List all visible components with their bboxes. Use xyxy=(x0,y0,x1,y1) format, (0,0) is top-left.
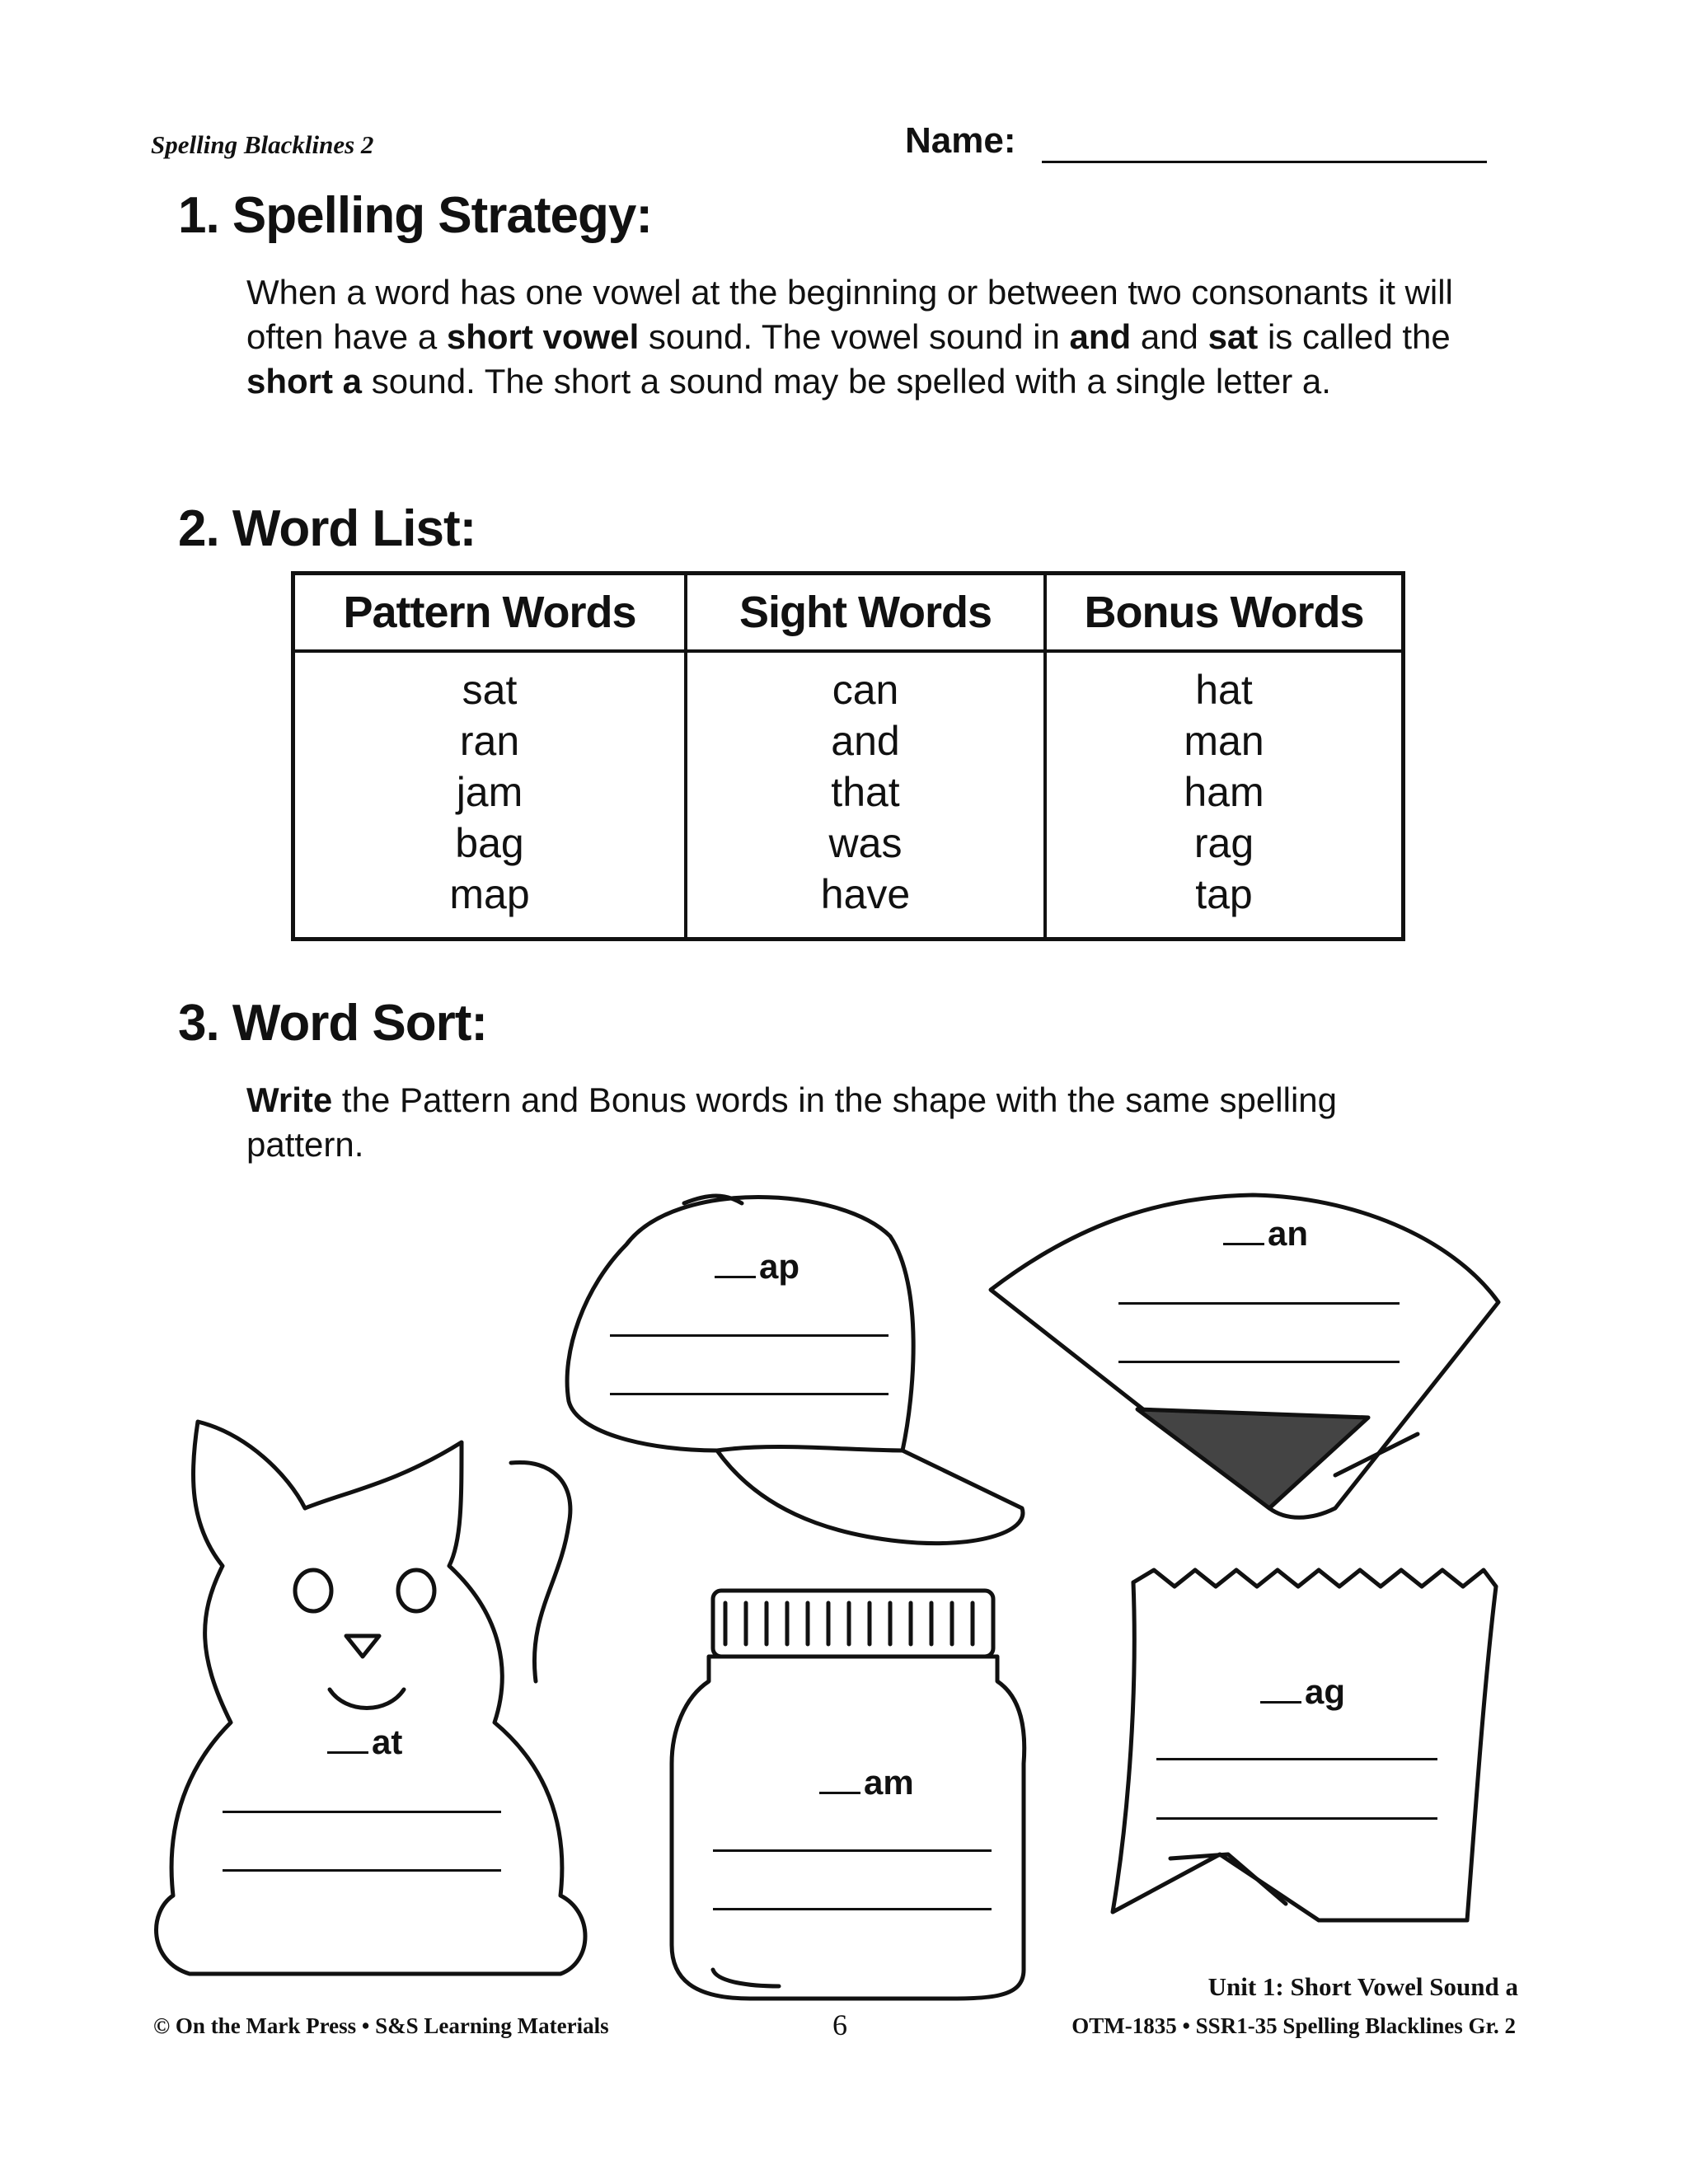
fan-pattern-label: an xyxy=(1223,1214,1308,1254)
sight-words: can and that was have xyxy=(686,651,1045,940)
copyright: © On the Mark Press • S&S Learning Materials xyxy=(153,2013,609,2038)
bag-pattern-label: ag xyxy=(1260,1672,1345,1712)
product-code: OTM-1835 • SSR1-35 Spelling Blacklines Gr. 2 xyxy=(1071,2013,1516,2038)
bag-illustration xyxy=(1113,1570,1496,1920)
unit-title: Unit 1: Short Vowel Sound a xyxy=(1207,1972,1518,2001)
page-number: 6 xyxy=(832,2008,847,2041)
bag-write-line[interactable] xyxy=(1156,1817,1437,1820)
cat-illustration xyxy=(157,1422,585,1974)
jar-pattern-label: am xyxy=(819,1763,914,1802)
name-label: Name: xyxy=(905,120,1016,161)
bag-write-line[interactable] xyxy=(1156,1758,1437,1760)
fan-write-line[interactable] xyxy=(1118,1361,1400,1363)
jar-write-line[interactable] xyxy=(713,1849,992,1852)
cap-pattern-label: ap xyxy=(715,1247,799,1286)
section-heading-word-sort: 3. Word Sort: xyxy=(178,995,488,1052)
section-heading-strategy: 1. Spelling Strategy: xyxy=(178,187,653,244)
cat-write-line[interactable] xyxy=(223,1811,501,1813)
column-header: Bonus Words xyxy=(1045,574,1404,652)
section-heading-word-list: 2. Word List: xyxy=(178,500,476,557)
pattern-words: sat ran jam bag map xyxy=(293,651,687,940)
book-title: Spelling Blacklines 2 xyxy=(151,130,374,159)
column-header: Pattern Words xyxy=(293,574,687,652)
fan-write-line[interactable] xyxy=(1118,1302,1400,1305)
bonus-words: hat man ham rag tap xyxy=(1045,651,1404,940)
jar-write-line[interactable] xyxy=(713,1908,992,1910)
cat-pattern-label: at xyxy=(327,1722,402,1762)
cat-write-line[interactable] xyxy=(223,1869,501,1872)
column-header: Sight Words xyxy=(686,574,1045,652)
strategy-text: When a word has one vowel at the beginning or between two consonants it will often have a short vowel sound. The vowel sound in and and sat is called the short a sound. The short a sound may be spelled with a single letter a. xyxy=(246,273,1453,401)
cap-write-line[interactable] xyxy=(610,1334,889,1337)
word-sort-instruction: Write the Pattern and Bonus words in the shape with the same spelling pattern. xyxy=(246,1080,1337,1164)
cap-write-line[interactable] xyxy=(610,1393,889,1395)
